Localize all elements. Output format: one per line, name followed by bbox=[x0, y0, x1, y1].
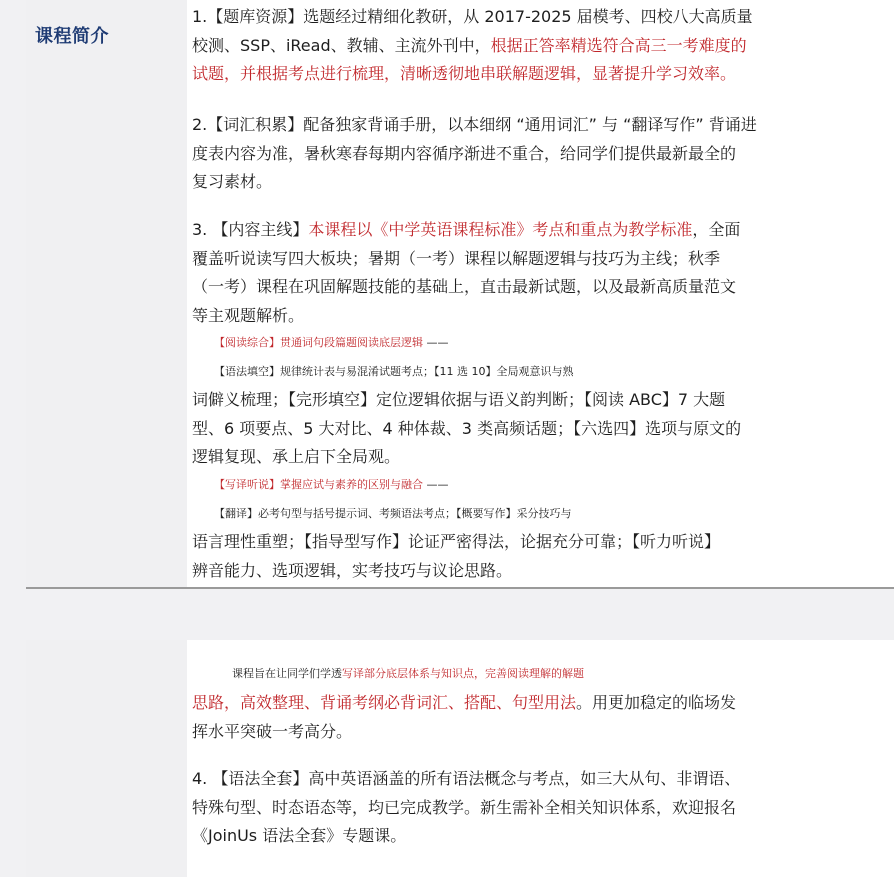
paragraph-goal bbox=[232, 660, 894, 689]
text-line: 语言理性重塑；【指导型写作】论证严密得法，论据充分可靠；【听力听说】 bbox=[192, 532, 721, 551]
writing-detail-cont bbox=[192, 528, 868, 585]
label-column bbox=[26, 0, 187, 588]
text-line: 词僻义梳理；【完形填空】定位逻辑依据与语义韵判断；【阅读 ABC】7 大题 bbox=[192, 390, 726, 409]
highlight-text: 思路，高效整理、背诵考纲必背词汇、搭配、句型用法 bbox=[192, 693, 577, 712]
reading-detail bbox=[214, 358, 890, 387]
text-line: 度表内容为准，暑秋寒春每期内容循序渐进不重合，给同学们提供最新最全的 bbox=[192, 143, 737, 163]
text-line: 逻辑复现、承上启下全局观。 bbox=[192, 447, 401, 466]
highlight-text: 写译部分底层体系与知识点，完善阅读理解的解题 bbox=[342, 667, 584, 680]
paragraph-grammar bbox=[192, 765, 868, 851]
reading-heading: 【阅读综合】贯通词句段篇题阅读底层逻辑 bbox=[214, 336, 423, 349]
text-line: 【翻译】必考句型与括号提示词、考频语法考点；【概要写作】采分技巧与 bbox=[214, 507, 572, 520]
paragraph-vocabulary bbox=[192, 111, 868, 197]
text-line: 型、6 项要点、5 大对比、4 种体裁、3 类高频话题；【六选四】选项与原文的 bbox=[192, 418, 742, 438]
label-column-2 bbox=[26, 640, 187, 877]
highlight-text: 本课程以《中学英语课程标准》考点和重点为教学标准 bbox=[308, 220, 693, 239]
text-line: 等主观题解析。 bbox=[192, 305, 305, 325]
heading-dash: —— bbox=[423, 336, 449, 349]
text-segment: ，全面 bbox=[692, 220, 741, 239]
text-segment: 校测、SSP、iRead、教辅、主流外刊中， bbox=[192, 35, 491, 55]
text-line: 【语法填空】规律统计表与易混淆试题考点；【11 选 10】全局观意识与熟 bbox=[214, 365, 574, 378]
writing-block bbox=[214, 471, 890, 500]
writing-detail bbox=[214, 500, 890, 529]
text-segment: 3. 【内容主线】 bbox=[192, 220, 309, 239]
reading-block bbox=[214, 329, 890, 358]
text-line: 辨音能力、选项逻辑，实考技巧与议论思路。 bbox=[192, 560, 513, 580]
text-line: 4. 【语法全套】高中英语涵盖的所有语法概念与考点，如三大从句、非谓语、 bbox=[192, 769, 741, 788]
text-segment: 。用更加稳定的临场发 bbox=[576, 693, 737, 712]
text-line: 1.【题库资源】选题经过精细化教研，从 2017-2025 届模考、四校八大高质量 bbox=[192, 7, 753, 26]
text-line: 特殊句型、时态语态等，均已完成教学。新生需补全相关知识体系，欢迎报名 bbox=[192, 797, 737, 817]
paragraph-question-bank bbox=[192, 3, 868, 89]
heading-dash: —— bbox=[423, 478, 449, 491]
reading-detail-cont bbox=[192, 386, 868, 472]
text-line: 《JoinUs 语法全套》专题课。 bbox=[192, 826, 407, 845]
section-divider bbox=[26, 587, 894, 589]
highlight-text: 试题，并根据考点进行梳理，清晰透彻地串联解题逻辑，显著提升学习效率。 bbox=[192, 64, 737, 83]
section-label: 课程简介 bbox=[35, 26, 109, 47]
text-line: （一考）课程在巩固解题技能的基础上，直击最新试题，以及最新高质量范文 bbox=[192, 277, 737, 296]
text-line: 复习素材。 bbox=[192, 172, 273, 191]
highlight-text: 根据正答率精选符合高三一考难度的 bbox=[490, 35, 747, 55]
text-line: 2.【词汇积累】配备独家背诵手册，以本细纲 “通用词汇” 与 “翻译写作” 背诵进 bbox=[192, 115, 757, 134]
text-segment: 课程旨在让同学们学透 bbox=[232, 667, 342, 680]
text-line: 挥水平突破一考高分。 bbox=[192, 721, 353, 741]
writing-heading: 【写译听说】掌握应试与素养的区别与融合 bbox=[214, 478, 423, 491]
paragraph-goal-cont bbox=[192, 689, 868, 746]
text-line: 覆盖听说读写四大板块；暑期（一考）课程以解题逻辑与技巧为主线；秋季 bbox=[192, 248, 721, 268]
paragraph-content-mainline bbox=[192, 216, 868, 330]
